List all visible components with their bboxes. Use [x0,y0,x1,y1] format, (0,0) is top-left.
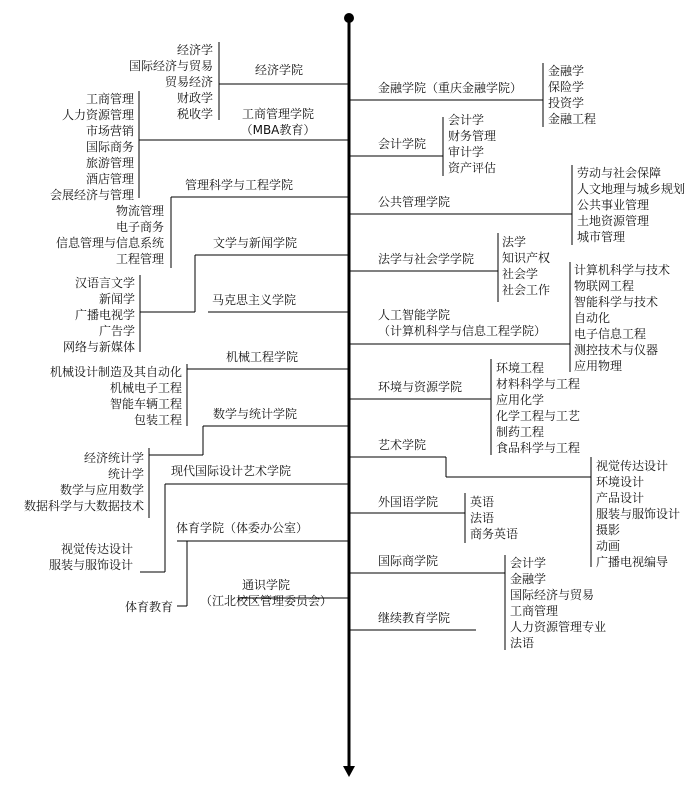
major-item: 工商管理 [85,92,134,106]
major-item: 机械电子工程 [109,381,182,395]
major-item: 经济统计学 [83,451,144,465]
major-item: 财政学 [176,91,213,105]
major-item: 人力资源管理 [61,108,134,122]
major-item: 服装与服饰设计 [596,507,681,521]
major-item: 国际经济与贸易 [128,59,213,73]
major-item: 贸易经济 [164,75,213,89]
college-jinrong: 金融学院（重庆金融学院） [378,81,523,95]
major-item: 应用物理 [574,359,623,373]
college-waiguoyu: 外国语学院 [378,495,439,509]
major-item: 社会学 [502,267,539,281]
major-item: 自动化 [574,311,611,325]
wenxue-majors [63,275,135,355]
major-item: 工程管理 [115,252,164,266]
major-item: 服装与服饰设计 [48,558,133,572]
college-guojishang: 国际商学院 [378,554,439,568]
college-jixu: 继续教育学院 [378,611,451,625]
major-item: 广播电视编导 [596,555,669,569]
gongshang-majors [50,91,134,203]
major-item: 保险学 [548,80,585,94]
shuxue-majors [24,450,144,514]
xiandai-majors [49,541,133,573]
college-guanli: 管理科学与工程学院 [185,178,294,192]
major-item: 城市管理 [577,230,626,244]
major-item: 旅游管理 [85,156,134,170]
major-item: 计算机科学与技术 [574,263,671,277]
faxue-majors [502,234,550,298]
college-gonggong: 公共管理学院 [378,195,451,209]
major-item: 法语 [470,511,495,525]
major-item: 人力资源管理专业 [510,620,607,634]
major-item: 审计学 [448,145,485,159]
major-item: 电子商务 [115,220,164,234]
major-item: 税收学 [176,107,213,121]
major-item: 新闻学 [98,292,135,306]
college-kuaiji: 会计学院 [378,137,427,151]
major-item: 食品科学与工程 [496,441,581,455]
major-item: 金融学 [548,64,585,78]
college-gongshang-sub: （MBA教育） [240,123,316,137]
major-item: 财务管理 [448,129,497,143]
major-item: 人文地理与城乡规划 [577,182,686,196]
major-item: 体育教育 [124,600,173,614]
major-item: 数据科学与大数据技术 [23,499,144,513]
major-item: 应用化学 [496,393,545,407]
rengong-majors [574,262,670,374]
major-item: 法语 [510,636,535,650]
college-shuxue: 数学与统计学院 [213,407,298,421]
major-item: 智能科学与技术 [574,295,659,309]
major-item: 酒店管理 [85,172,134,186]
college-rengong-sub: （计算机科学与信息工程学院） [378,324,547,338]
jingji-majors [129,42,213,122]
major-item: 经济学 [176,43,213,57]
major-item: 会计学 [510,556,547,570]
college-huanjing: 环境与资源学院 [378,380,463,394]
major-item: 视觉传达设计 [60,542,133,556]
major-item: 机械设计制造及其自动化 [49,365,182,379]
major-item: 电子信息工程 [574,327,647,341]
college-gongshang [228,106,328,138]
college-tongshi-name: 通识学院 [241,578,290,592]
major-item: 国际经济与贸易 [510,588,595,602]
major-item: 数学与应用数学 [59,483,144,497]
major-item: 广播电视学 [74,308,135,322]
major-item: 产品设计 [596,491,645,505]
axis-top-dot [344,13,354,23]
college-rengong-name: 人工智能学院 [378,308,451,322]
major-item: 国际商务 [85,140,134,154]
major-item: 智能车辆工程 [109,397,182,411]
major-item: 土地资源管理 [577,214,650,228]
major-item: 社会工作 [502,283,551,297]
yishu-majors [596,458,680,570]
major-item: 金融学 [510,572,547,586]
jixie-majors [50,364,182,428]
kuaiji-majors [448,112,496,176]
major-item: 广告学 [98,324,135,338]
waiguoyu-majors [470,494,518,542]
major-item: 制药工程 [496,425,545,439]
college-wenxue: 文学与新闻学院 [213,236,298,250]
major-item: 工商管理 [510,604,559,618]
college-gongshang-name: 工商管理学院 [241,107,314,121]
major-item: 英语 [470,495,495,509]
huanjing-majors [496,360,580,456]
major-item: 包装工程 [133,413,182,427]
major-item: 视觉传达设计 [596,459,669,473]
major-item: 会计学 [448,113,485,127]
major-item: 化学工程与工艺 [496,409,581,423]
gonggong-majors [577,165,685,245]
major-item: 汉语言文学 [74,276,135,290]
guojishang-majors [510,555,606,651]
college-rengong [378,307,546,339]
major-item: 物联网工程 [574,279,635,293]
college-jingji: 经济学院 [255,63,304,77]
axis-arrowhead [343,766,355,777]
major-item: 统计学 [107,467,144,481]
college-yishu: 艺术学院 [378,438,427,452]
major-item: 投资学 [548,96,585,110]
major-item: 劳动与社会保障 [577,166,662,180]
college-tiyu: 体育学院（体委办公室） [176,521,309,535]
major-item: 物流管理 [115,204,164,218]
jinrong-majors [548,63,596,127]
major-item: 摄影 [596,523,621,537]
major-item: 环境设计 [596,475,645,489]
major-item: 信息管理与信息系统 [55,236,164,250]
college-makesi: 马克思主义学院 [212,293,297,307]
major-item: 环境工程 [496,361,545,375]
college-jixie: 机械工程学院 [226,350,299,364]
tiyu-majors [125,599,173,615]
guanli-majors [56,203,164,267]
major-item: 动画 [596,539,621,553]
major-item: 法学 [502,235,527,249]
major-item: 资产评估 [448,161,497,175]
college-xiandai: 现代国际设计艺术学院 [171,464,292,478]
major-item: 测控技术与仪器 [574,343,659,357]
major-item: 公共事业管理 [577,198,650,212]
major-item: 市场营销 [85,124,134,138]
college-tongshi [186,577,346,609]
college-faxue: 法学与社会学学院 [378,252,475,266]
major-item: 会展经济与管理 [49,188,134,202]
major-item: 金融工程 [548,112,597,126]
major-item: 知识产权 [502,251,551,265]
major-item: 材料科学与工程 [496,377,581,391]
major-item: 商务英语 [470,527,519,541]
major-item: 网络与新媒体 [62,340,135,354]
college-tongshi-sub: （江北校区管理委员会） [199,594,332,608]
